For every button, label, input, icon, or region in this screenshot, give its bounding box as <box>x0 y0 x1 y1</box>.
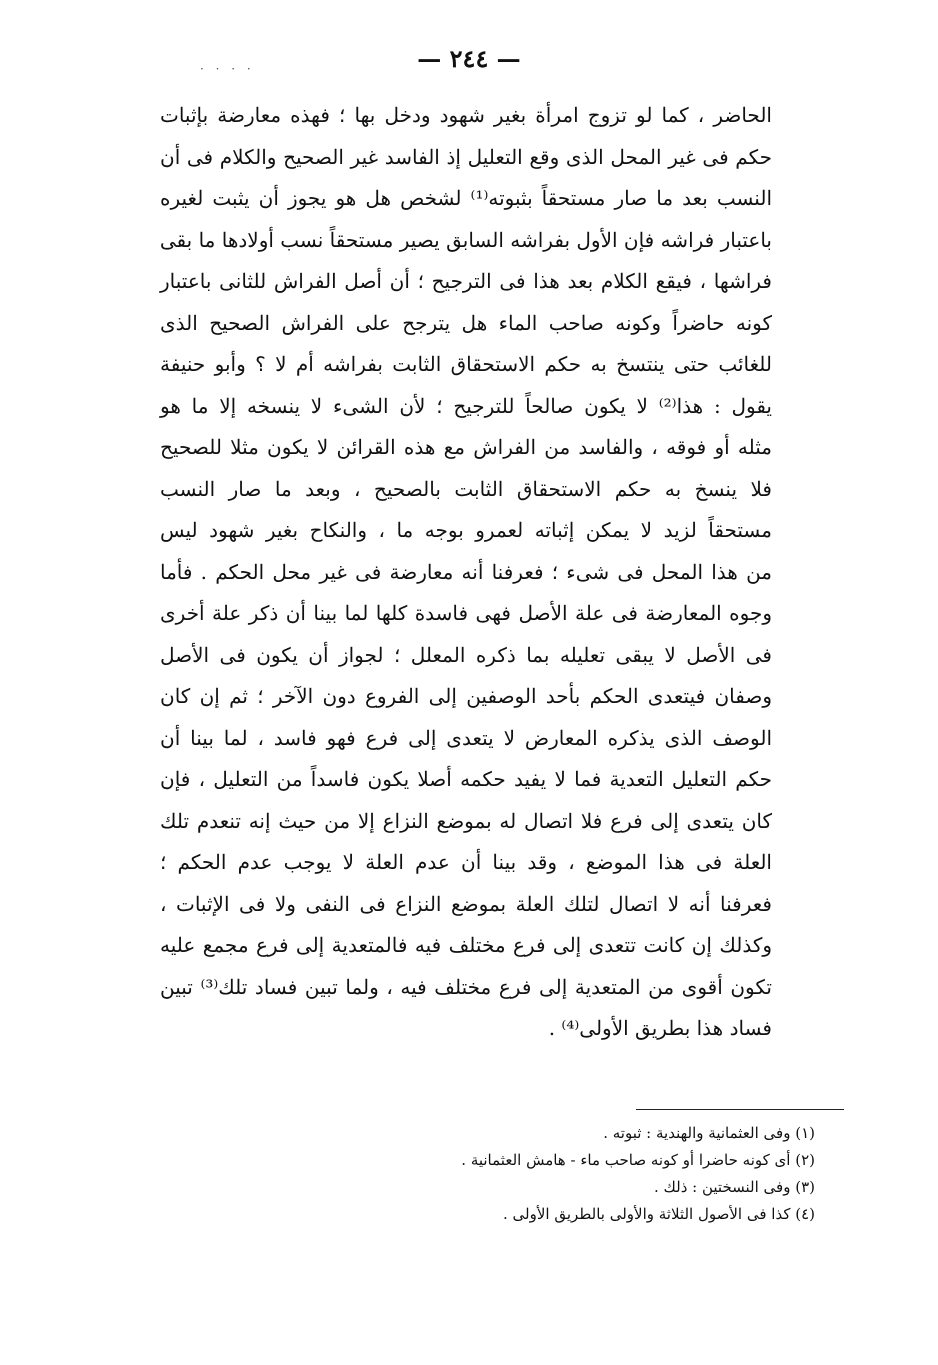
footnote: (١) وفى العثمانية والهندية : ثبوته . <box>603 1124 815 1142</box>
text-line: فعرفنا أنه لا اتصال لتلك العلة بموضع النزاع فى النفى ولا فى الإثبات ، <box>160 891 772 916</box>
text-line: باعتبار فراشه فإن الأول بفراشه السابق يصير مستحقاً نسب أولادها ما بقى <box>159 227 772 252</box>
text-line: النسب بعد ما صار مستحقاً بثبوته⁽¹⁾ لشخص هل هو يجوز أن يثبت لغيره <box>160 186 772 210</box>
text-line: حكم فى غير المحل الذى وقع التعليل إذ الفاسد غير الصحيح والكلام فى أن <box>160 144 772 169</box>
text-line: كونه حاضراً وكونه صاحب الماء هل يترجح على الفراش الصحيح الذى <box>160 310 772 335</box>
page-number: — ٢٤٤ — <box>417 44 521 73</box>
scan-specks: · · · · <box>200 62 255 76</box>
text-line: الحاضر ، كما لو تزوج امرأة بغير شهود ودخل بها ؛ فهذه معارضة بإثبات <box>160 103 772 127</box>
footnote-divider <box>636 1109 844 1110</box>
text-line: مثله أو فوقه ، والفاسد من الفراش مع هذه القرائن لا يكون مثلا للصحيح <box>160 435 772 459</box>
text-line: الوصف الذى يذكره المعارض لا يتعدى إلى فرع فهو فاسد ، لما بينا أن <box>160 725 772 750</box>
footnotes <box>300 1120 815 1228</box>
footnote: (٣) وفى النسختين : ذلك . <box>653 1178 815 1196</box>
footnote: (٢) أى كونه حاضرا أو كونه صاحب ماء - هامش العثمانية . <box>461 1151 815 1169</box>
text-line: للغائب حتى ينتسخ به حكم الاستحقاق الثابت بفراشه أم لا ؟ وأبو حنيفة <box>160 352 772 376</box>
text-line: كان يتعدى إلى فرع فلا اتصال له بموضع النزاع إلا من حيث إنه تنعدم تلك <box>160 808 772 833</box>
text-line: فراشها ، فيقع الكلام بعد هذا فى الترجيح ؛ أن أصل الفراش للثانى باعتبار <box>160 269 772 293</box>
text-line: فساد هذا بطريق الأولى⁽⁴⁾ . <box>548 1016 772 1040</box>
text-line: وجوه المعارضة فى علة الأصل فهى فاسدة كلها لما بينا أن ذكر علة أخرى <box>160 601 772 625</box>
text-line: تكون أقوى من المتعدية إلى فرع مختلف فيه ، ولما تبين فساد تلك⁽³⁾ تبين <box>160 974 772 999</box>
text-line: حكم التعليل التعدية فما لا يفيد حكمه أصلا يكون فاسداً من التعليل ، فإن <box>160 767 772 791</box>
text-line: من هذا المحل فى شىء ؛ فعرفنا أنه معارضة فى غير محل الحكم . فأما <box>160 559 772 584</box>
text-line: فلا ينسخ به حكم الاستحقاق الثابت بالصحيح ، وبعد ما صار النسب <box>160 476 772 501</box>
text-line: مستحقاً لزيد لا يمكن إثباته لعمرو بوجه ما ، والنكاح بغير شهود ليس <box>160 518 772 542</box>
footnote: (٤) كذا فى الأصول الثلاثة والأولى بالطريق الأولى . <box>503 1205 815 1223</box>
text-line: فى الأصل لا يبقى تعليله بما ذكره المعلل ؛ لجواز أن يكون فى الأصل <box>160 642 772 667</box>
text-line: وصفان فيتعدى الحكم بأحد الوصفين إلى الفروع دون الآخر ؛ ثم إن كان <box>160 684 772 708</box>
text-line: يقول : هذا⁽²⁾ لا يكون صالحاً للترجيح ؛ لأن الشىء لا ينسخه إلا ما هو <box>160 393 772 418</box>
text-line: وكذلك إن كانت تتعدى إلى فرع مختلف فيه فالمتعدية إلى فرع مجمع عليه <box>160 933 772 957</box>
body-text <box>160 95 772 1050</box>
text-line: العلة فى هذا الموضع ، وقد بينا أن عدم العلة لا يوجب عدم الحكم ؛ <box>160 850 772 874</box>
